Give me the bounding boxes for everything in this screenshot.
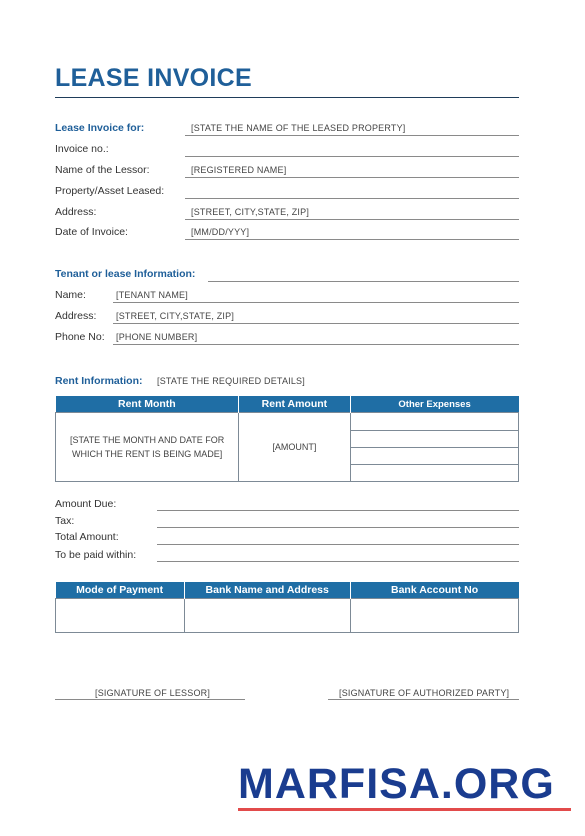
date-value[interactable]: [MM/DD/YYY] xyxy=(191,227,250,237)
paid-within-line[interactable] xyxy=(157,561,519,562)
address-line xyxy=(185,219,519,220)
date-label: Date of Invoice: xyxy=(55,226,128,238)
lease-for-value[interactable]: [STATE THE NAME OF THE LEASED PROPERTY] xyxy=(191,123,406,133)
rent-amount-header: Rent Amount xyxy=(239,396,350,413)
lessor-signature-line[interactable] xyxy=(55,699,245,700)
authorized-signature-line[interactable] xyxy=(328,699,519,700)
lease-for-label: Lease Invoice for: xyxy=(55,122,145,134)
title-divider xyxy=(55,97,519,98)
tenant-phone-line xyxy=(113,344,519,345)
rent-section-value[interactable]: [STATE THE REQUIRED DETAILS] xyxy=(157,376,305,386)
page-title: LEASE INVOICE xyxy=(55,64,252,92)
amount-due-line[interactable] xyxy=(157,510,519,511)
marfisa-logo: MARFISA.ORG xyxy=(238,760,555,808)
bank-account-header: Bank Account No xyxy=(350,582,518,599)
tenant-section-label: Tenant or lease Information: xyxy=(55,268,196,280)
expense-line-3 xyxy=(351,464,518,465)
lessor-label: Name of the Lessor: xyxy=(55,164,150,176)
property-label: Property/Asset Leased: xyxy=(55,185,165,197)
rent-amount-cell[interactable]: [AMOUNT] xyxy=(239,413,350,482)
mode-of-payment-header: Mode of Payment xyxy=(56,582,185,599)
tenant-section-line xyxy=(208,281,519,282)
expense-line-1 xyxy=(351,430,518,431)
invoice-no-label: Invoice no.: xyxy=(55,143,109,155)
total-amount-label: Total Amount: xyxy=(55,531,119,543)
tenant-phone-value[interactable]: [PHONE NUMBER] xyxy=(116,332,198,342)
address-value[interactable]: [STREET, CITY,STATE, ZIP] xyxy=(191,207,310,217)
other-expenses-header: Other Expenses xyxy=(350,396,518,413)
tax-label: Tax: xyxy=(55,515,75,527)
authorized-signature-label: [SIGNATURE OF AUTHORIZED PARTY] xyxy=(339,688,510,698)
invoice-no-line xyxy=(185,156,519,157)
tenant-address-line xyxy=(113,323,519,324)
payment-table xyxy=(55,582,519,633)
bank-account-cell[interactable] xyxy=(350,599,518,633)
tenant-name-line xyxy=(113,302,519,303)
other-expenses-cell[interactable] xyxy=(350,413,518,482)
bank-name-header: Bank Name and Address xyxy=(184,582,350,599)
address-label: Address: xyxy=(55,206,97,218)
rent-table xyxy=(55,396,519,482)
tax-line[interactable] xyxy=(157,527,519,528)
rent-month-header: Rent Month xyxy=(56,396,239,413)
amount-due-label: Amount Due: xyxy=(55,498,117,510)
lessor-signature-label: [SIGNATURE OF LESSOR] xyxy=(95,688,211,698)
expense-line-2 xyxy=(351,447,518,448)
bank-name-cell[interactable] xyxy=(184,599,350,633)
logo-underline xyxy=(238,808,571,811)
tenant-address-label: Address: xyxy=(55,310,97,322)
lessor-value[interactable]: [REGISTERED NAME] xyxy=(191,165,287,175)
total-amount-line[interactable] xyxy=(157,544,519,545)
lease-for-line xyxy=(185,135,519,136)
mode-of-payment-cell[interactable] xyxy=(56,599,185,633)
tenant-name-label: Name: xyxy=(55,289,86,301)
date-line xyxy=(185,239,519,240)
rent-section-label: Rent Information: xyxy=(55,375,143,387)
paid-within-label: To be paid within: xyxy=(55,549,137,561)
tenant-phone-label: Phone No: xyxy=(55,331,105,343)
rent-month-cell[interactable]: [STATE THE MONTH AND DATE FOR WHICH THE RENT IS BEING MADE] xyxy=(56,413,239,482)
property-line xyxy=(185,198,519,199)
tenant-name-value[interactable]: [TENANT NAME] xyxy=(116,290,188,300)
tenant-address-value[interactable]: [STREET, CITY,STATE, ZIP] xyxy=(116,311,235,321)
lessor-line xyxy=(185,177,519,178)
